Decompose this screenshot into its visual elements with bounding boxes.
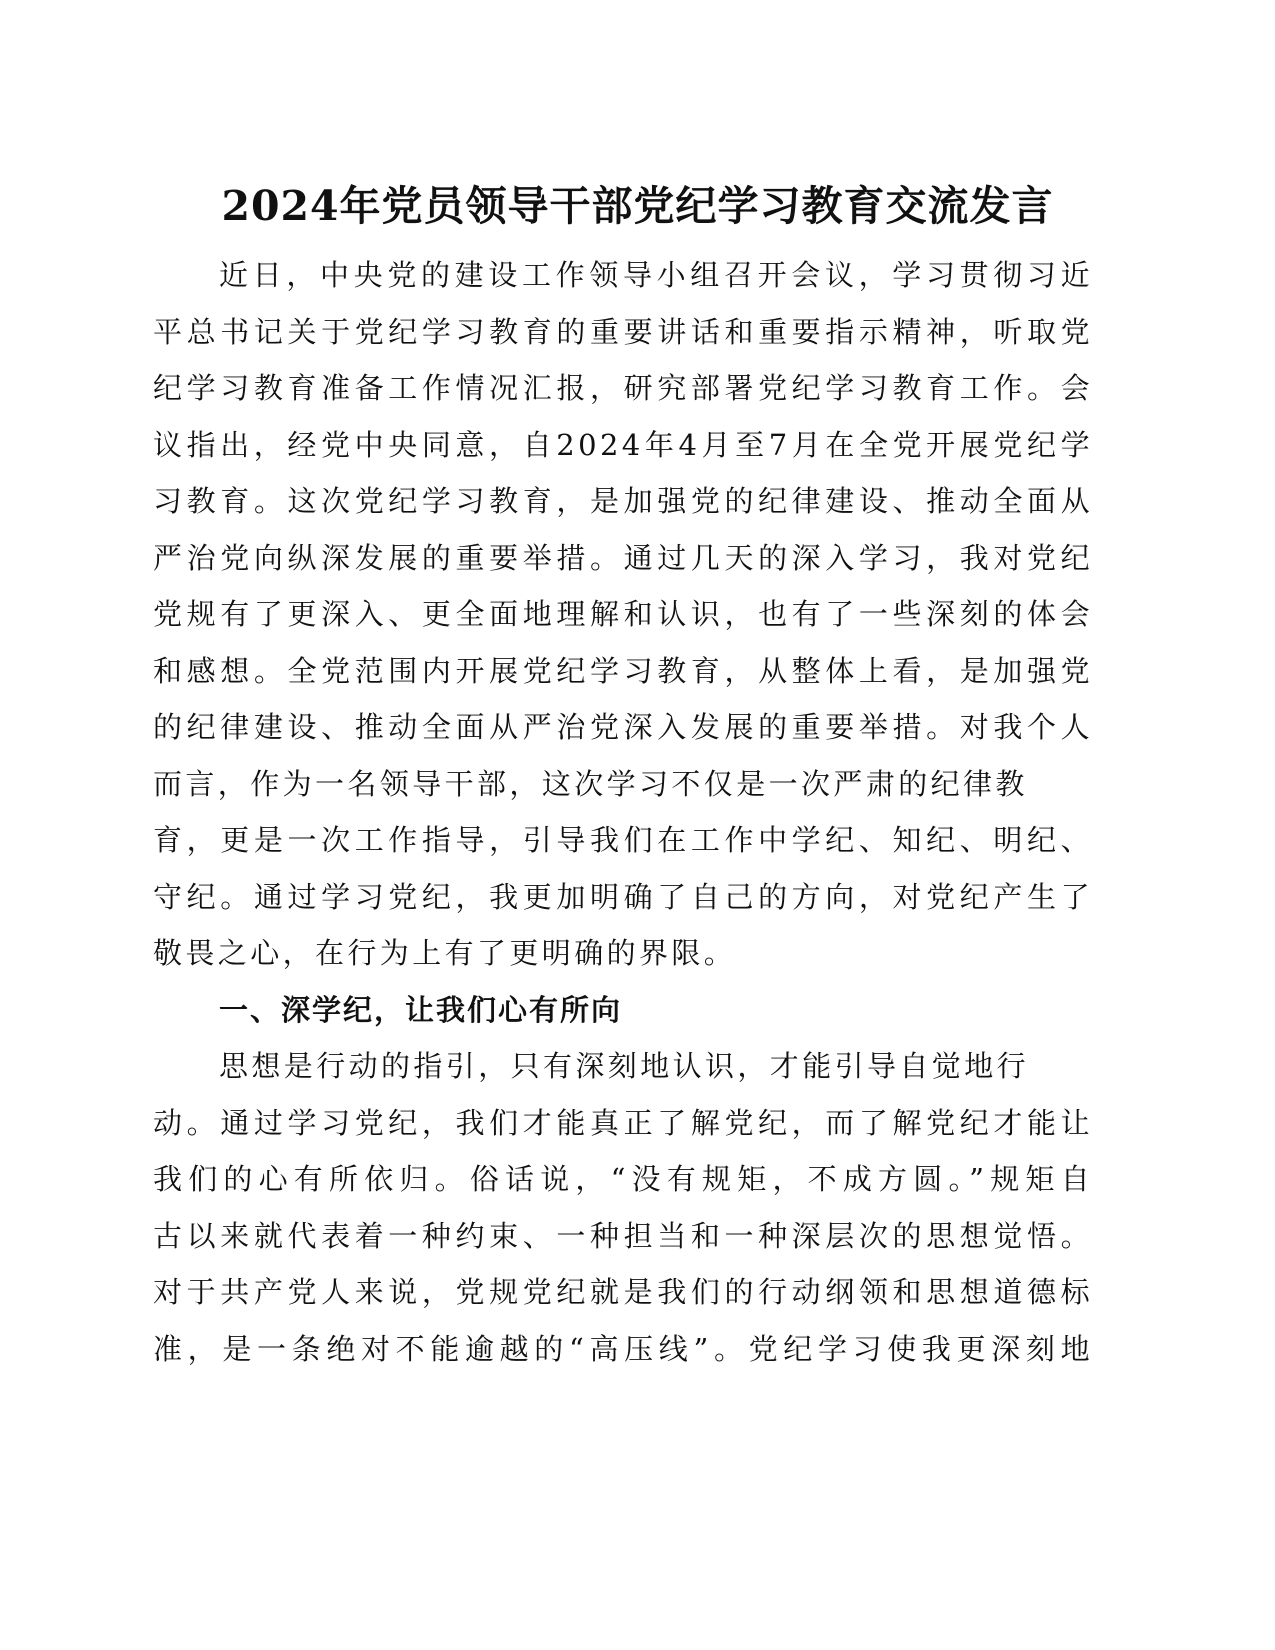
paragraph-1 <box>153 247 1093 982</box>
paragraph-line: 近日，中央党的建设工作领导小组召开会议，学习贯彻习近 <box>219 258 1093 292</box>
paragraph-line: 的纪律建设、推动全面从严治党深入发展的重要举措。对我个人 <box>153 710 1093 744</box>
paragraph-line: 议指出，经党中央同意，自2024年4月至7月在全党开展党纪学 <box>153 427 1093 462</box>
paragraph-line: 动。通过学习党纪，我们才能真正了解党纪，而了解党纪才能让 <box>153 1105 1093 1140</box>
paragraph-line: 党规有了更深入、更全面地理解和认识，也有了一些深刻的体会 <box>153 597 1093 631</box>
paragraph-line: 守纪。通过学习党纪，我更加明确了自己的方向，对党纪产生了 <box>153 879 1093 914</box>
paragraph-line: 古以来就代表着一种约束、一种担当和一种深层次的思想觉悟。 <box>153 1218 1093 1253</box>
section-1 <box>153 982 1093 1039</box>
paragraph-line: 思想是行动的指引，只有深刻地认识，才能引导自觉地行 <box>219 1049 1030 1083</box>
paragraph-line: 习教育。这次党纪学习教育，是加强党的纪律建设、推动全面从 <box>153 484 1093 518</box>
paragraph-2 <box>153 1038 1093 1377</box>
paragraph-line: 纪学习教育准备工作情况汇报，研究部署党纪学习教育工作。会 <box>153 371 1093 405</box>
paragraph-line: 和感想。全党范围内开展党纪学习教育，从整体上看，是加强党 <box>153 653 1093 688</box>
document-title: 2024年党员领导干部党纪学习教育交流发言 <box>221 182 1054 230</box>
paragraph-line: 准，是一条绝对不能逾越的“高压线”。党纪学习使我更深刻地 <box>153 1331 1093 1366</box>
paragraph-line: 对于共产党人来说，党规党纪就是我们的行动纲领和思想道德标 <box>153 1275 1093 1309</box>
paragraph-line: 敬畏之心，在行为上有了更明确的界限。 <box>153 936 737 970</box>
paragraph-line: 而言，作为一名领导干部，这次学习不仅是一次严肃的纪律教 <box>153 766 1028 801</box>
paragraph-line: 严治党向纵深发展的重要举措。通过几天的深入学习，我对党纪 <box>153 540 1093 575</box>
paragraph-line: 我们的心有所依归。俗话说，“没有规矩，不成方圆。”规矩自 <box>153 1162 1093 1196</box>
paragraph-line: 平总书记关于党纪学习教育的重要讲话和重要指示精神，听取党 <box>153 314 1093 349</box>
paragraph-line: 育，更是一次工作指导，引导我们在工作中学纪、知纪、明纪、 <box>153 823 1093 857</box>
section-heading: 一、深学纪，让我们心有所向 <box>219 993 623 1027</box>
